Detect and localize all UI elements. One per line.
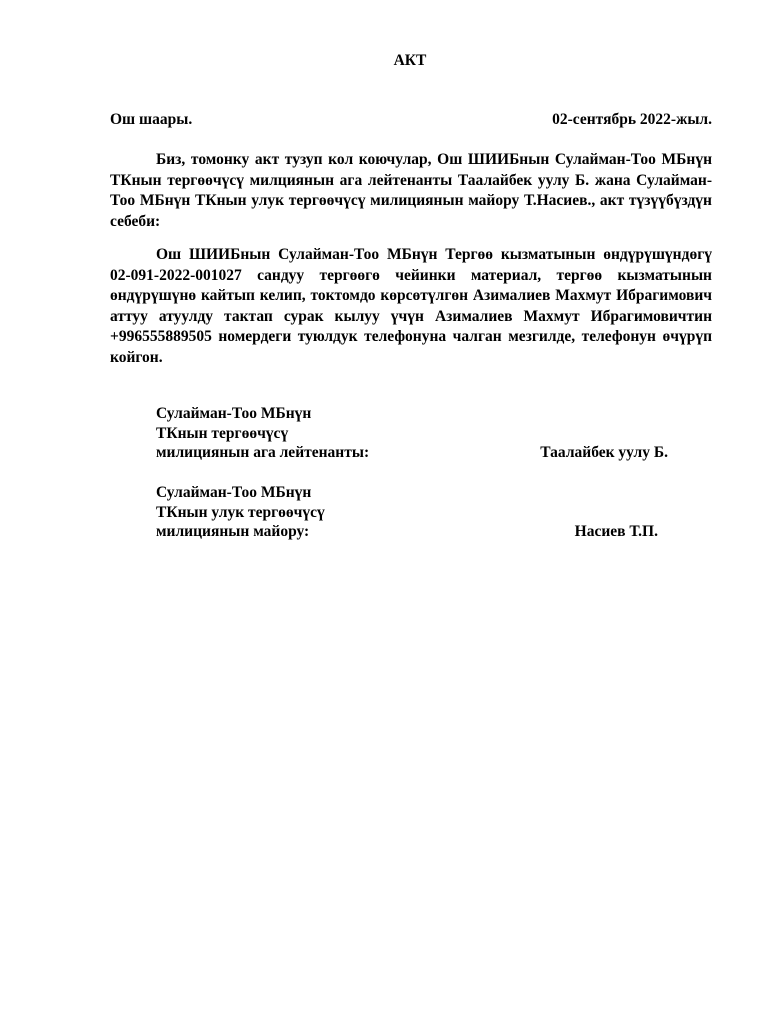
signature-block-1: [156, 404, 676, 463]
document-place: Ош шаары.: [110, 111, 193, 128]
place-date-row: [110, 111, 712, 129]
signature-2-position: милициянын майору:: [156, 523, 310, 540]
paragraph-body: Ош ШИИБнын Сулайман-Тоо МБнүн Тергөө кызматынын өндүрүшүндөгү 02-091-2022-001027 сандуу тергөөгө чейинки материал, тергөө кызматынын өндүрүшүнө кайтып келип, токтомдо көрсөтүлгөн Азималиев Махмут Ибрагимович аттуу атуулду тактап сурак кылуу үчүн Азималиев Махмут Ибрагимовичтин +996555889505 номердеги туюлдук телефонуна чалган мезгилде, телефонун өчүрүп койгон.: [110, 246, 712, 366]
signature-1-name: Таалайбек уулу Б.: [540, 444, 668, 461]
signature-1-line-2: ТКнын тергөөчүсү: [156, 424, 289, 442]
signature-2-line-1: Сулайман-Тоо МБнүн: [156, 484, 312, 501]
document-date: 02-сентябрь 2022-жыл.: [552, 111, 712, 128]
signature-1-position: милициянын ага лейтенанты:: [156, 444, 370, 461]
document-title: АКТ: [393, 52, 427, 69]
signature-2-position-row: [156, 522, 676, 542]
signature-1-position-row: [156, 443, 676, 463]
signature-block-2: [156, 483, 676, 542]
signature-2-line-2: ТКнын улук тергөөчүсү: [156, 503, 325, 521]
signature-1-line-1: Сулайман-Тоо МБнүн: [156, 405, 312, 422]
signature-2-name: Насиев Т.П.: [574, 523, 658, 540]
paragraph-intro: Биз, томонку акт тузуп кол коючулар, Ош ШИИБнын Сулайман-Тоо МБнүн ТКнын тергөөчүсү милциянын ага лейтенанты Таалайбек уулу Б. жана Сулайман-Тоо МБнүн ТКнын улук тергөөчүсү милициянын майору Т.Насиев., акт түзүүбүздүн себеби:: [110, 151, 712, 230]
